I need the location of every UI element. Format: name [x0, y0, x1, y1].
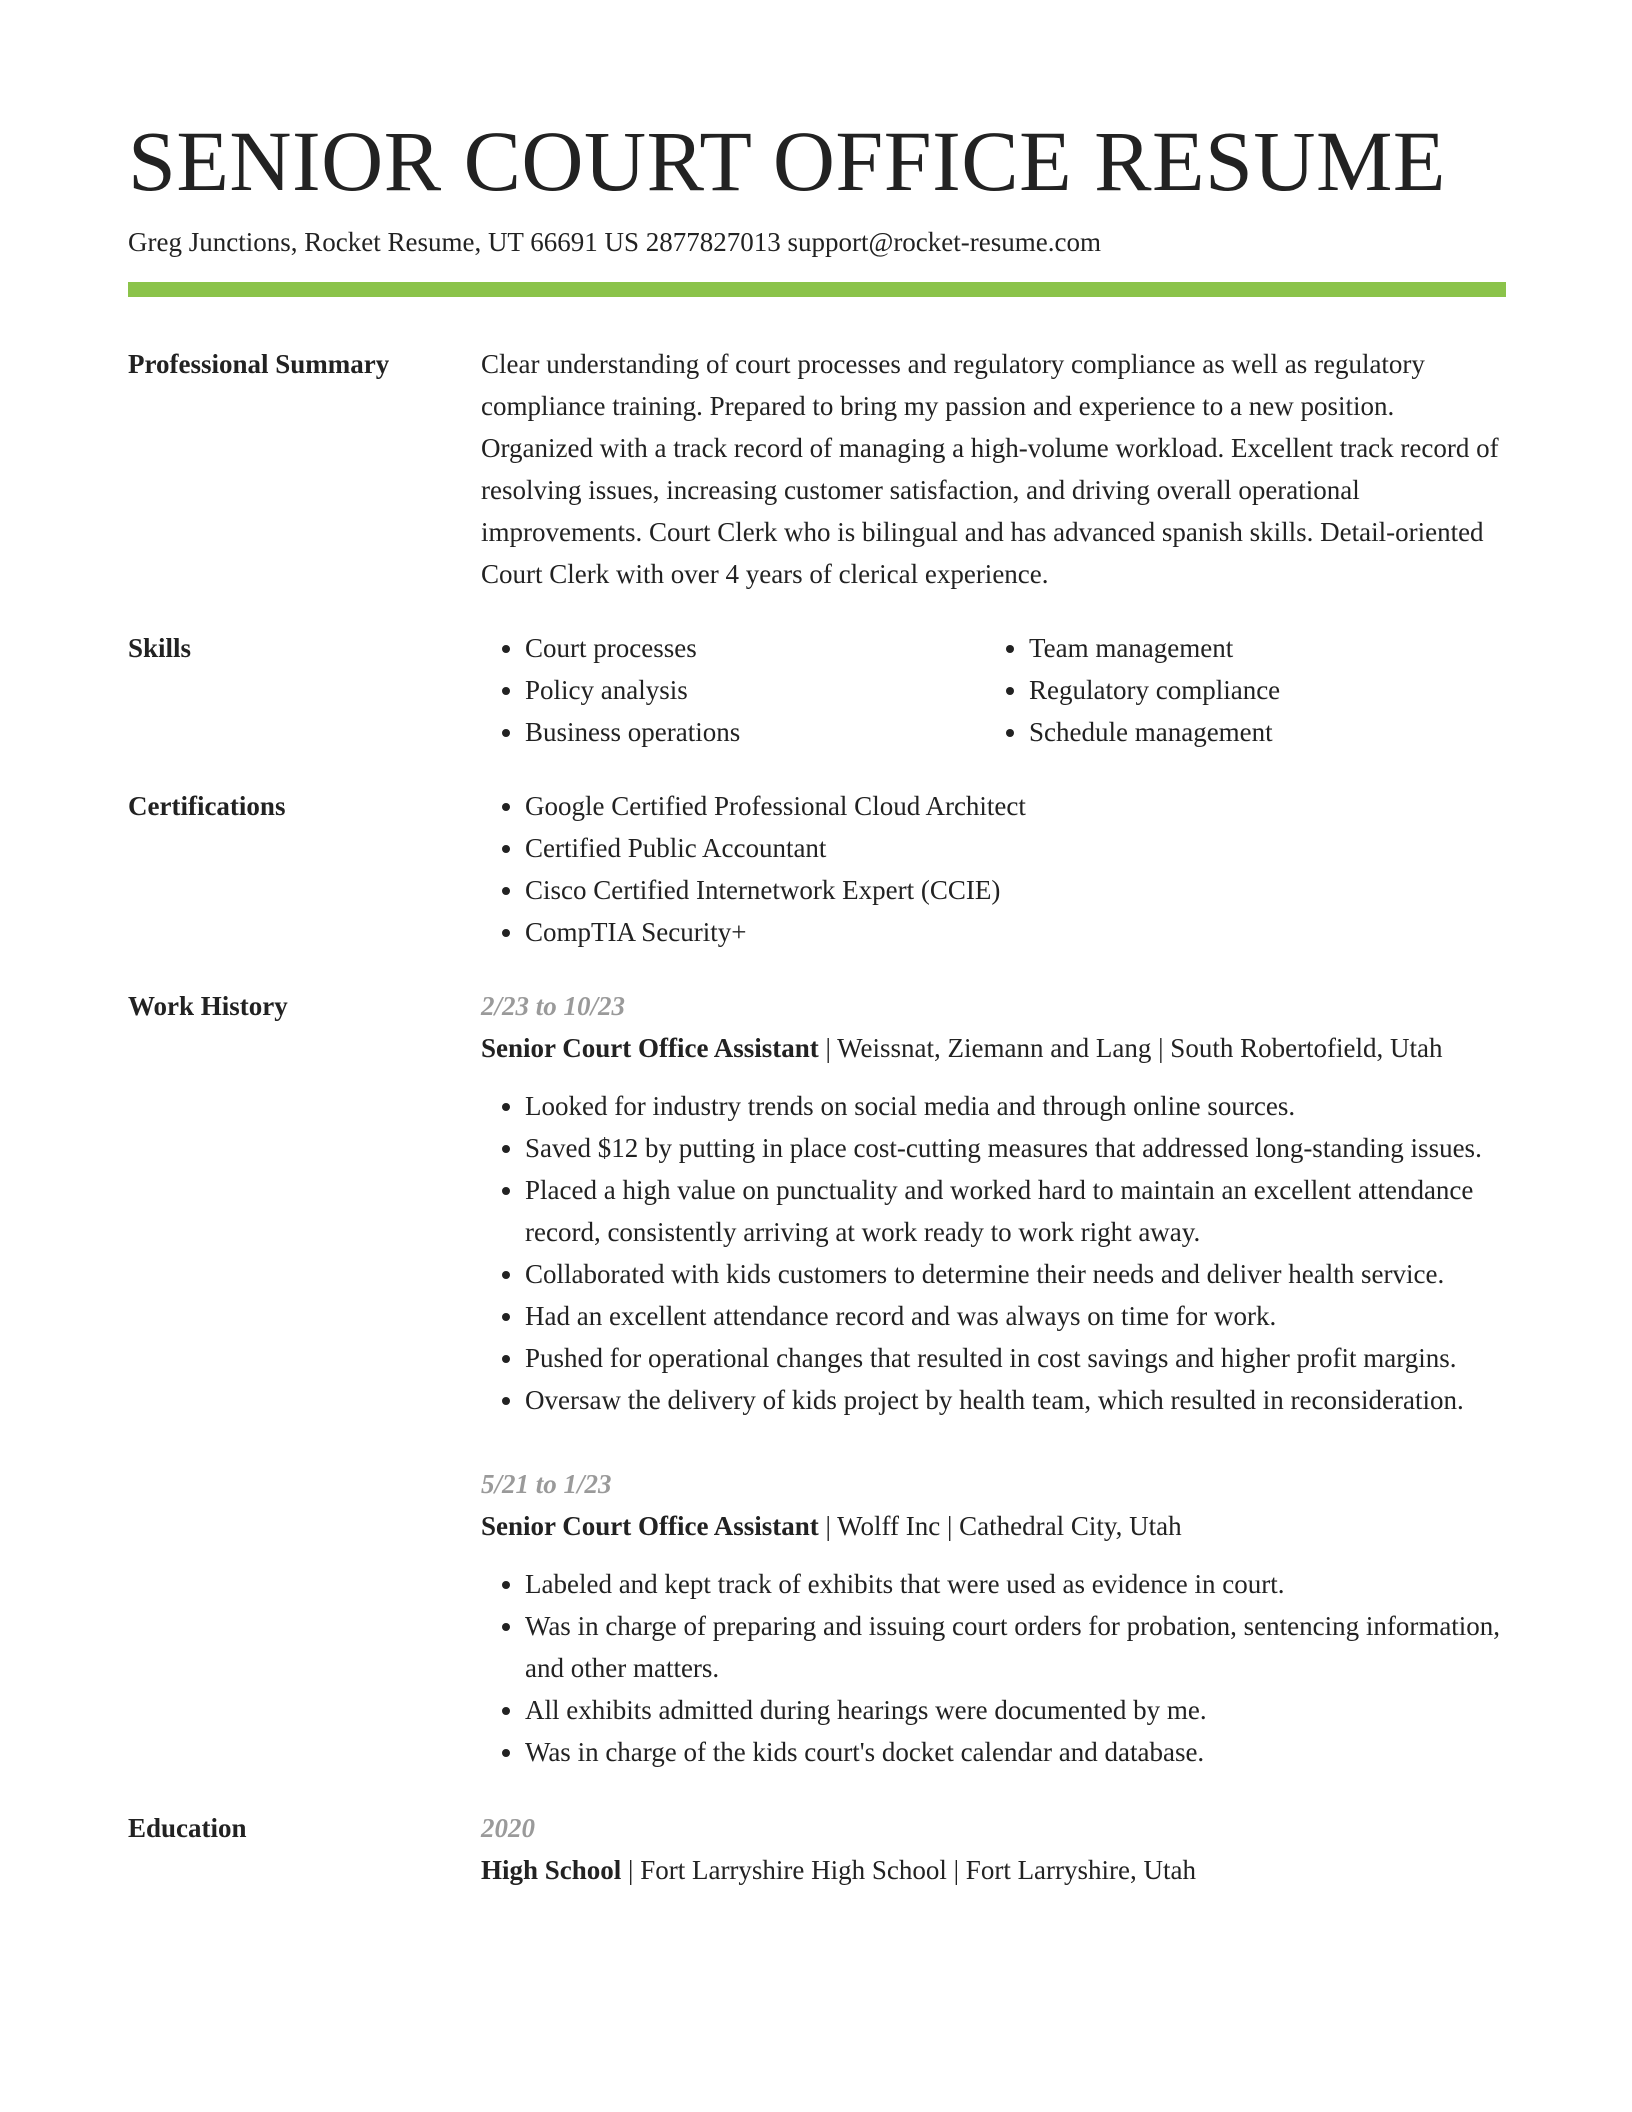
resume-page [128, 0, 1506, 1891]
education-heading-line [481, 1849, 1506, 1891]
work-history-section [128, 985, 1506, 1773]
job-entry [481, 1463, 1506, 1773]
job-bullet: • All exhibits admitted during hearings were documented by me. [525, 1689, 1506, 1731]
job-dates: 2/23 to 10/23 [481, 991, 626, 1022]
job-bullet: • Placed a high value on punctuality and worked hard to maintain an excellent attendance record, consistently arriving at work ready to work right away. [525, 1169, 1506, 1253]
job-heading [481, 1505, 1506, 1547]
job-bullet: • Looked for industry trends on social media and through online sources. [525, 1085, 1506, 1127]
skill-item: • Business operations [525, 711, 985, 753]
education-details: | Fort Larryshire High School | Fort Larryshire, Utah [621, 1855, 1196, 1886]
certification-item: • Cisco Certified Internetwork Expert (CCIE) [525, 869, 1506, 911]
summary-text: Clear understanding of court processes and regulatory compliance as well as regulatory compliance training. Prepared to bring my passion and experience to a new position. Organized with a track record of managing a high-volume workload. Excellent track record of resolving issues, increasing customer satisfaction, and driving overall operational improvements. Court Clerk who is bilingual and has advanced spanish skills. Detail-oriented Court Clerk with over 4 years of clerical experience. [481, 349, 1499, 590]
job-title: Senior Court Office Assistant [481, 1511, 819, 1542]
skills-list-right [985, 627, 1506, 753]
skill-item: • Regulatory compliance [1029, 669, 1506, 711]
job-bullet: • Had an excellent attendance record and was always on time for work. [525, 1295, 1506, 1337]
skill-item: • Policy analysis [525, 669, 985, 711]
resume-title: SENIOR COURT OFFICE RESUME [128, 113, 1446, 209]
job-title: Senior Court Office Assistant [481, 1033, 819, 1064]
job-bullet: • Collaborated with kids customers to determine their needs and deliver health service. [525, 1253, 1506, 1295]
job-bullets [481, 1085, 1506, 1421]
certification-item: • Certified Public Accountant [525, 827, 1506, 869]
job-bullet: • Labeled and kept track of exhibits that were used as evidence in court. [525, 1563, 1506, 1605]
skills-list-left [481, 627, 985, 753]
education-heading: Education [128, 1813, 247, 1844]
job-bullets [481, 1563, 1506, 1773]
skills-section [128, 627, 1506, 753]
skill-item: • Court processes [525, 627, 985, 669]
summary-section [128, 343, 1506, 595]
skill-item: • Team management [1029, 627, 1506, 669]
certifications-heading: Certifications [128, 791, 286, 822]
job-heading [481, 1027, 1506, 1069]
education-degree: High School [481, 1855, 622, 1886]
summary-heading: Professional Summary [128, 349, 390, 380]
certification-item: • Google Certified Professional Cloud Architect [525, 785, 1506, 827]
job-details: | Wolff Inc | Cathedral City, Utah [818, 1511, 1182, 1542]
certifications-section [128, 785, 1506, 953]
job-bullet: • Oversaw the delivery of kids project by health team, which resulted in reconsideration. [525, 1379, 1506, 1421]
accent-divider [128, 282, 1506, 297]
job-bullet: • Saved $12 by putting in place cost-cutting measures that addressed long-standing issues. [525, 1127, 1506, 1169]
certification-item: • CompTIA Security+ [525, 911, 1506, 953]
job-dates: 5/21 to 1/23 [481, 1469, 612, 1500]
education-year: 2020 [481, 1813, 535, 1844]
skill-item: • Schedule management [1029, 711, 1506, 753]
contact-line: Greg Junctions, Rocket Resume, UT 66691 US 2877827013 support@rocket-resume.com [128, 226, 1101, 257]
job-details: | Weissnat, Ziemann and Lang | South Robertofield, Utah [818, 1033, 1443, 1064]
job-entry [481, 985, 1506, 1421]
job-bullet: • Pushed for operational changes that resulted in cost savings and higher profit margins. [525, 1337, 1506, 1379]
job-bullet: • Was in charge of the kids court's docket calendar and database. [525, 1731, 1506, 1773]
job-bullet: • Was in charge of preparing and issuing court orders for probation, sentencing information, and other matters. [525, 1605, 1506, 1689]
certifications-list [481, 785, 1506, 953]
work-history-heading: Work History [128, 991, 288, 1022]
education-section [128, 1807, 1506, 1891]
skills-heading: Skills [128, 633, 192, 664]
